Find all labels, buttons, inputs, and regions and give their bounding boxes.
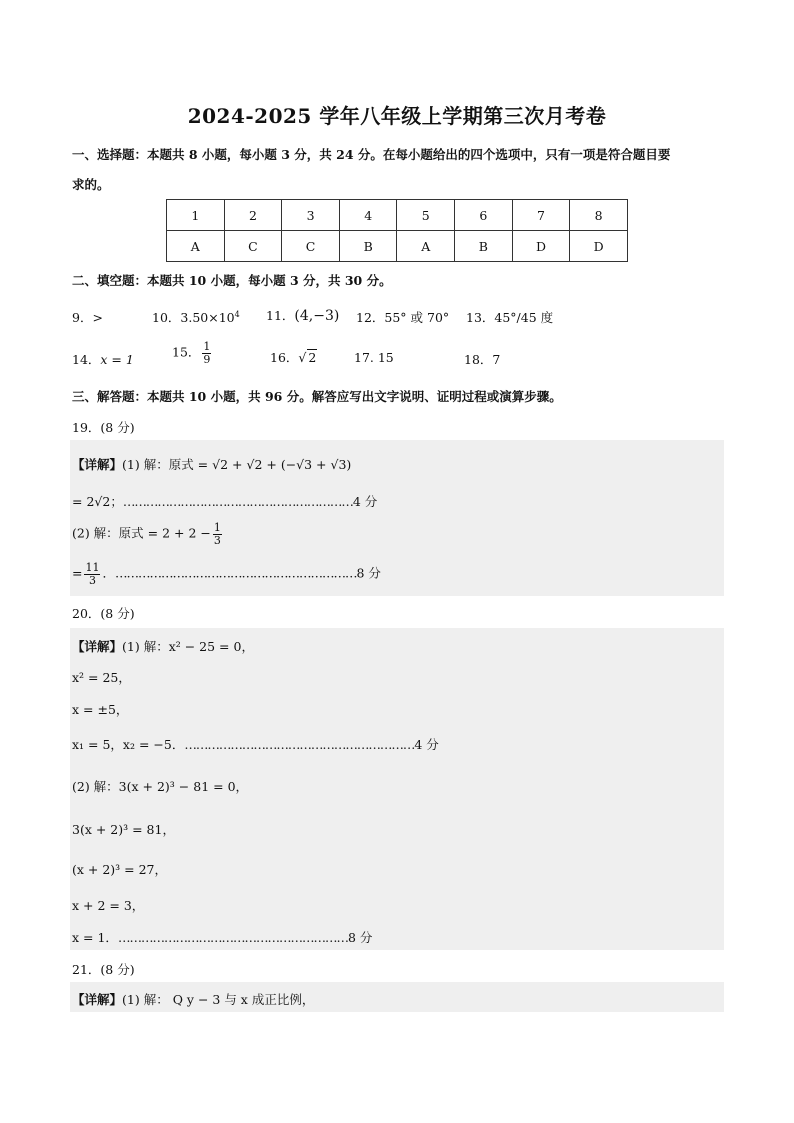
q19-part2-score: 8 分 — [356, 565, 381, 581]
q19-part1-score: 4 分 — [352, 494, 378, 509]
q21-line1-expr: Q y − 3 与 x 成正比例， — [172, 992, 315, 1007]
answer-q11-number: 11． — [266, 308, 295, 323]
answer-table-cell: B — [339, 231, 397, 262]
q20-line2: x² = 25， — [72, 670, 131, 685]
q19-part1-result-text: = 2√2； — [72, 494, 123, 509]
answer-table-cell: B — [455, 231, 513, 262]
answer-table-cell: 3 — [282, 200, 340, 231]
answer-q13: 13．45°/45 度 — [466, 310, 554, 325]
answer-q10-base: 10．3.50×10 — [152, 310, 235, 325]
score-dots: …………………………………………………… — [184, 737, 415, 752]
answer-table-cell: D — [512, 231, 570, 262]
q20-line4-text: x₁ = 5，x₂ = −5． — [72, 737, 185, 752]
answer-table-cell: 4 — [339, 200, 397, 231]
q20-line9 — [72, 928, 372, 946]
q19-part2-result — [72, 562, 381, 586]
answer-q14 — [72, 350, 134, 368]
section1-heading-line1: 一、选择题：本题共 8 小题，每小题 3 分，共 24 分。在每小题给出的四个选项中，只有一项是符合题目要 — [72, 147, 671, 162]
q21-label: 21．(8 分) — [72, 962, 135, 977]
q19-label: 19．(8 分) — [72, 420, 135, 435]
q20-line4 — [72, 735, 439, 753]
score-dots: …………………………………………………… — [122, 494, 353, 509]
answer-q15-fraction — [202, 341, 211, 365]
answer-q11 — [266, 306, 339, 324]
q20-line4-score: 4 分 — [414, 737, 439, 752]
q20-line8: x + 2 = 3， — [72, 898, 145, 913]
score-dots: …………………………………………………… — [117, 930, 348, 945]
answer-q14-number: 14． — [72, 352, 101, 367]
answer-table-cell: 7 — [512, 200, 570, 231]
score-dots: ……………………………………………………… — [115, 565, 357, 581]
detail-tag: 【详解】 — [72, 639, 123, 654]
section1-heading-line2: 求的。 — [72, 177, 110, 192]
q20-line3: x = ±5， — [72, 702, 129, 717]
fraction-denominator: 9 — [203, 352, 211, 366]
answer-table-cell: C — [224, 231, 282, 262]
fraction-denominator: 3 — [88, 573, 96, 587]
q20-line9-text: x = 1． — [72, 930, 118, 945]
page-title: 2024-2025 学年八年级上学期第三次月考卷 — [187, 104, 607, 128]
q21-line1 — [72, 990, 314, 1008]
q19-part2-eq: = — [72, 565, 83, 581]
q21-line1-text: (1) 解： — [122, 992, 169, 1007]
answer-q17: 17. 15 — [354, 350, 394, 365]
answer-q16-number: 16． — [270, 350, 299, 365]
answer-q11-value: (4,−3) — [294, 308, 340, 324]
answer-table — [166, 199, 628, 262]
q20-line9-score: 8 分 — [347, 930, 373, 945]
answer-q15 — [172, 341, 213, 365]
fraction-numerator: 11 — [85, 561, 100, 574]
answer-table-cell: 1 — [167, 200, 225, 231]
q20-line1-text: (1) 解：x² − 25 = 0， — [122, 639, 254, 654]
q20-label: 20．(8 分) — [72, 606, 135, 621]
q19-part1-text: (1) 解：原式 = — [122, 457, 209, 472]
q19-part2 — [72, 522, 224, 546]
answer-q14-value: x = 1 — [100, 352, 134, 367]
answer-q10 — [152, 308, 240, 326]
fraction-denominator: 3 — [213, 533, 221, 547]
q19-part2-end: ． — [102, 565, 115, 581]
q20-line1 — [72, 637, 254, 655]
q19-part1-result — [72, 492, 377, 510]
answer-table-cell: 5 — [397, 200, 455, 231]
answer-q15-number: 15． — [172, 344, 201, 360]
q19-part2-text: (2) 解：原式 = 2 + 2 − — [72, 525, 211, 541]
answer-table-cell: 8 — [570, 200, 628, 231]
answer-q16: 16．√ 2 — [270, 350, 317, 365]
answer-table-cell: C — [282, 231, 340, 262]
section2-heading: 二、填空题：本题共 10 小题，每小题 3 分，共 30 分。 — [72, 273, 392, 288]
answer-q16-radicand: 2 — [308, 350, 317, 365]
answer-table-answer-row — [167, 231, 628, 262]
detail-tag: 【详解】 — [72, 457, 123, 472]
answer-table-cell: A — [167, 231, 225, 262]
answer-table-cell: 6 — [455, 200, 513, 231]
answer-q18: 18．7 — [464, 352, 501, 367]
q19-part2-fraction — [213, 522, 222, 546]
q19-part1-expr: √2 + √2 + (−√3 + √3) — [212, 457, 352, 472]
fraction-numerator: 1 — [203, 340, 211, 353]
q20-line6: 3(x + 2)³ = 81， — [72, 822, 175, 837]
answer-table-number-row — [167, 200, 628, 231]
detail-tag: 【详解】 — [72, 992, 123, 1007]
answer-q9: 9．> — [72, 310, 103, 325]
q20-line7: (x + 2)³ = 27， — [72, 862, 168, 877]
q19-part1 — [72, 455, 351, 473]
answer-table-cell: 2 — [224, 200, 282, 231]
q19-part2-result-fraction — [84, 562, 100, 586]
answer-q12: 12．55° 或 70° — [356, 310, 450, 325]
fraction-numerator: 1 — [213, 521, 221, 534]
answer-table-cell: D — [570, 231, 628, 262]
answer-table-cell: A — [397, 231, 455, 262]
section3-heading: 三、解答题：本题共 10 小题，共 96 分。解答应写出文字说明、证明过程或演算步骤。 — [72, 389, 562, 404]
q20-line5: (2) 解：3(x + 2)³ − 81 = 0， — [72, 779, 249, 794]
answer-q10-exponent: 4 — [234, 309, 240, 319]
